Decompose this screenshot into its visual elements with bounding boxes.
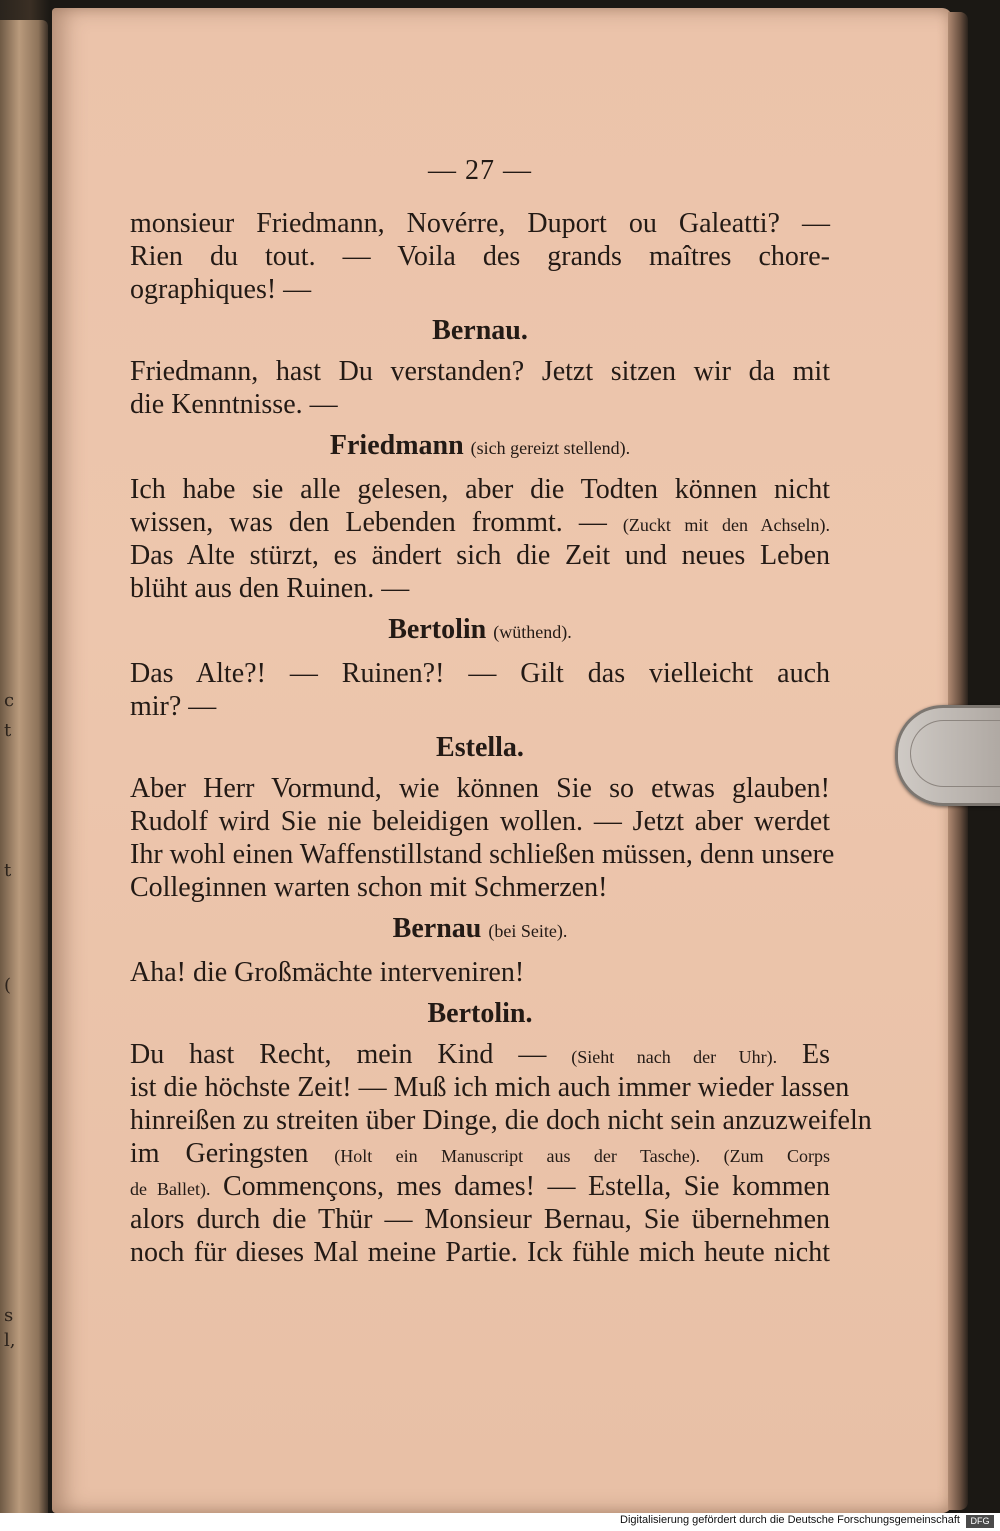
text-line — [130, 772, 830, 805]
text-line — [130, 1137, 830, 1170]
line-text: ist die höchste Zeit! — Muß ich mich auch immer wieder lassen — [130, 1072, 850, 1103]
line-text: Ich habe sie alle gelesen, aber die Todten können nicht — [130, 474, 830, 505]
text-line — [130, 273, 830, 306]
text-line — [130, 240, 830, 273]
text-line — [130, 1170, 830, 1203]
text-line — [130, 539, 830, 572]
speaker-label: Friedmann — [329, 430, 464, 461]
line-text: die Kenntnisse. — — [130, 389, 338, 420]
speaker-label: Bernau — [392, 913, 482, 944]
footer-credit: Digitalisierung gefördert durch die Deutsche Forschungsgemeinschaft — [620, 1514, 960, 1526]
line-text: Das Alte stürzt, es ändert sich die Zeit und neues Leben — [130, 540, 830, 571]
line-text: Du hast Recht, mein Kind — — [130, 1039, 547, 1070]
text-lines — [130, 207, 872, 1269]
stage-direction: (wüthend). — [493, 622, 572, 642]
text-line — [130, 1071, 850, 1104]
stage-direction: (Holt ein Manuscript aus der Tasche). (Zum Corps — [334, 1146, 831, 1166]
page-text — [130, 155, 872, 1269]
stage-direction: (bei Seite). — [488, 921, 568, 941]
text-line — [130, 1038, 830, 1071]
line-text: Aha! die Großmächte interveniren! — [130, 957, 525, 988]
page-clip-inner — [910, 720, 1000, 787]
text-line — [130, 805, 830, 838]
left-page-edge — [0, 20, 48, 1520]
line-text: blüht aus den Ruinen. — — [130, 573, 410, 604]
line-text: Commençons, mes dames! — Estella, Sie kommen — [223, 1171, 830, 1202]
stage-direction: de Ballet). — [130, 1179, 211, 1199]
line-text: Rudolf wird Sie nie beleidigen wollen. — Jetzt aber werdet — [130, 806, 830, 837]
speaker-label: Bertolin — [388, 614, 487, 645]
line-text: Friedmann, hast Du verstanden? Jetzt sitzen wir da mit — [130, 356, 830, 387]
text-line — [130, 473, 830, 506]
line-text: alors durch die Thür — Monsieur Bernau, Sie übernehmen — [130, 1204, 830, 1235]
text-line — [130, 1236, 830, 1269]
text-line — [130, 1203, 830, 1236]
line-text-continued: Es — [802, 1039, 831, 1070]
stage-direction: (Zuckt mit den Achseln). — [622, 515, 830, 535]
text-line — [130, 506, 830, 539]
text-line — [130, 388, 830, 421]
speaker-name — [130, 314, 830, 347]
line-text: ographiques! — — [130, 274, 312, 305]
line-text: mir? — — [130, 691, 217, 722]
stage-direction: (Sieht nach der Uhr). — [571, 1047, 778, 1067]
edge-glyph: c — [4, 690, 15, 711]
speaker-name — [130, 731, 830, 764]
line-text: Das Alte?! — Ruinen?! — Gilt das vielleicht auch — [130, 658, 830, 689]
text-line — [130, 871, 830, 904]
line-text: Aber Herr Vormund, wie können Sie so etwas glauben! — [130, 773, 830, 804]
line-text: wissen, was den Lebenden frommt. — — [130, 507, 607, 538]
text-line — [130, 657, 830, 690]
stage-direction: (sich gereizt stellend). — [470, 438, 631, 458]
edge-glyph: s — [4, 1305, 14, 1326]
text-line — [130, 572, 830, 605]
speaker-label: Bernau. — [432, 315, 528, 346]
text-line — [130, 690, 830, 723]
text-line — [130, 838, 835, 871]
line-text: Rien du tout. — Voila des grands maîtres chore- — [130, 241, 830, 272]
speaker-name — [130, 912, 830, 948]
edge-glyph: t — [4, 720, 12, 741]
dfg-logo: DFG — [966, 1515, 994, 1528]
line-text: noch für dieses Mal meine Partie. Ick fühle mich heute nicht — [130, 1237, 830, 1268]
text-line — [130, 355, 830, 388]
edge-glyph: t — [4, 860, 12, 881]
footer-bar — [0, 1513, 1000, 1531]
speaker-name — [130, 997, 830, 1030]
page-number: — 27 — — [428, 155, 532, 186]
line-text: im Geringsten — [130, 1138, 309, 1169]
line-text: Colleginnen warten schon mit Schmerzen! — [130, 872, 608, 903]
text-line — [130, 207, 830, 240]
speaker-label: Estella. — [436, 732, 524, 763]
line-text: monsieur Friedmann, Novérre, Duport ou Galeatti? — — [130, 208, 830, 239]
line-text: Ihr wohl einen Waffenstillstand schließen müssen, denn unsere — [130, 839, 835, 870]
speaker-name — [130, 429, 830, 465]
edge-glyph: l, — [4, 1330, 16, 1351]
text-line — [130, 1104, 872, 1137]
speaker-name — [130, 613, 830, 649]
edge-glyph: ( — [4, 975, 12, 996]
line-text: hinreißen zu streiten über Dinge, die doch nicht sein anzuzweifeln — [130, 1105, 872, 1136]
speaker-label: Bertolin. — [427, 998, 533, 1029]
text-line — [130, 956, 830, 989]
